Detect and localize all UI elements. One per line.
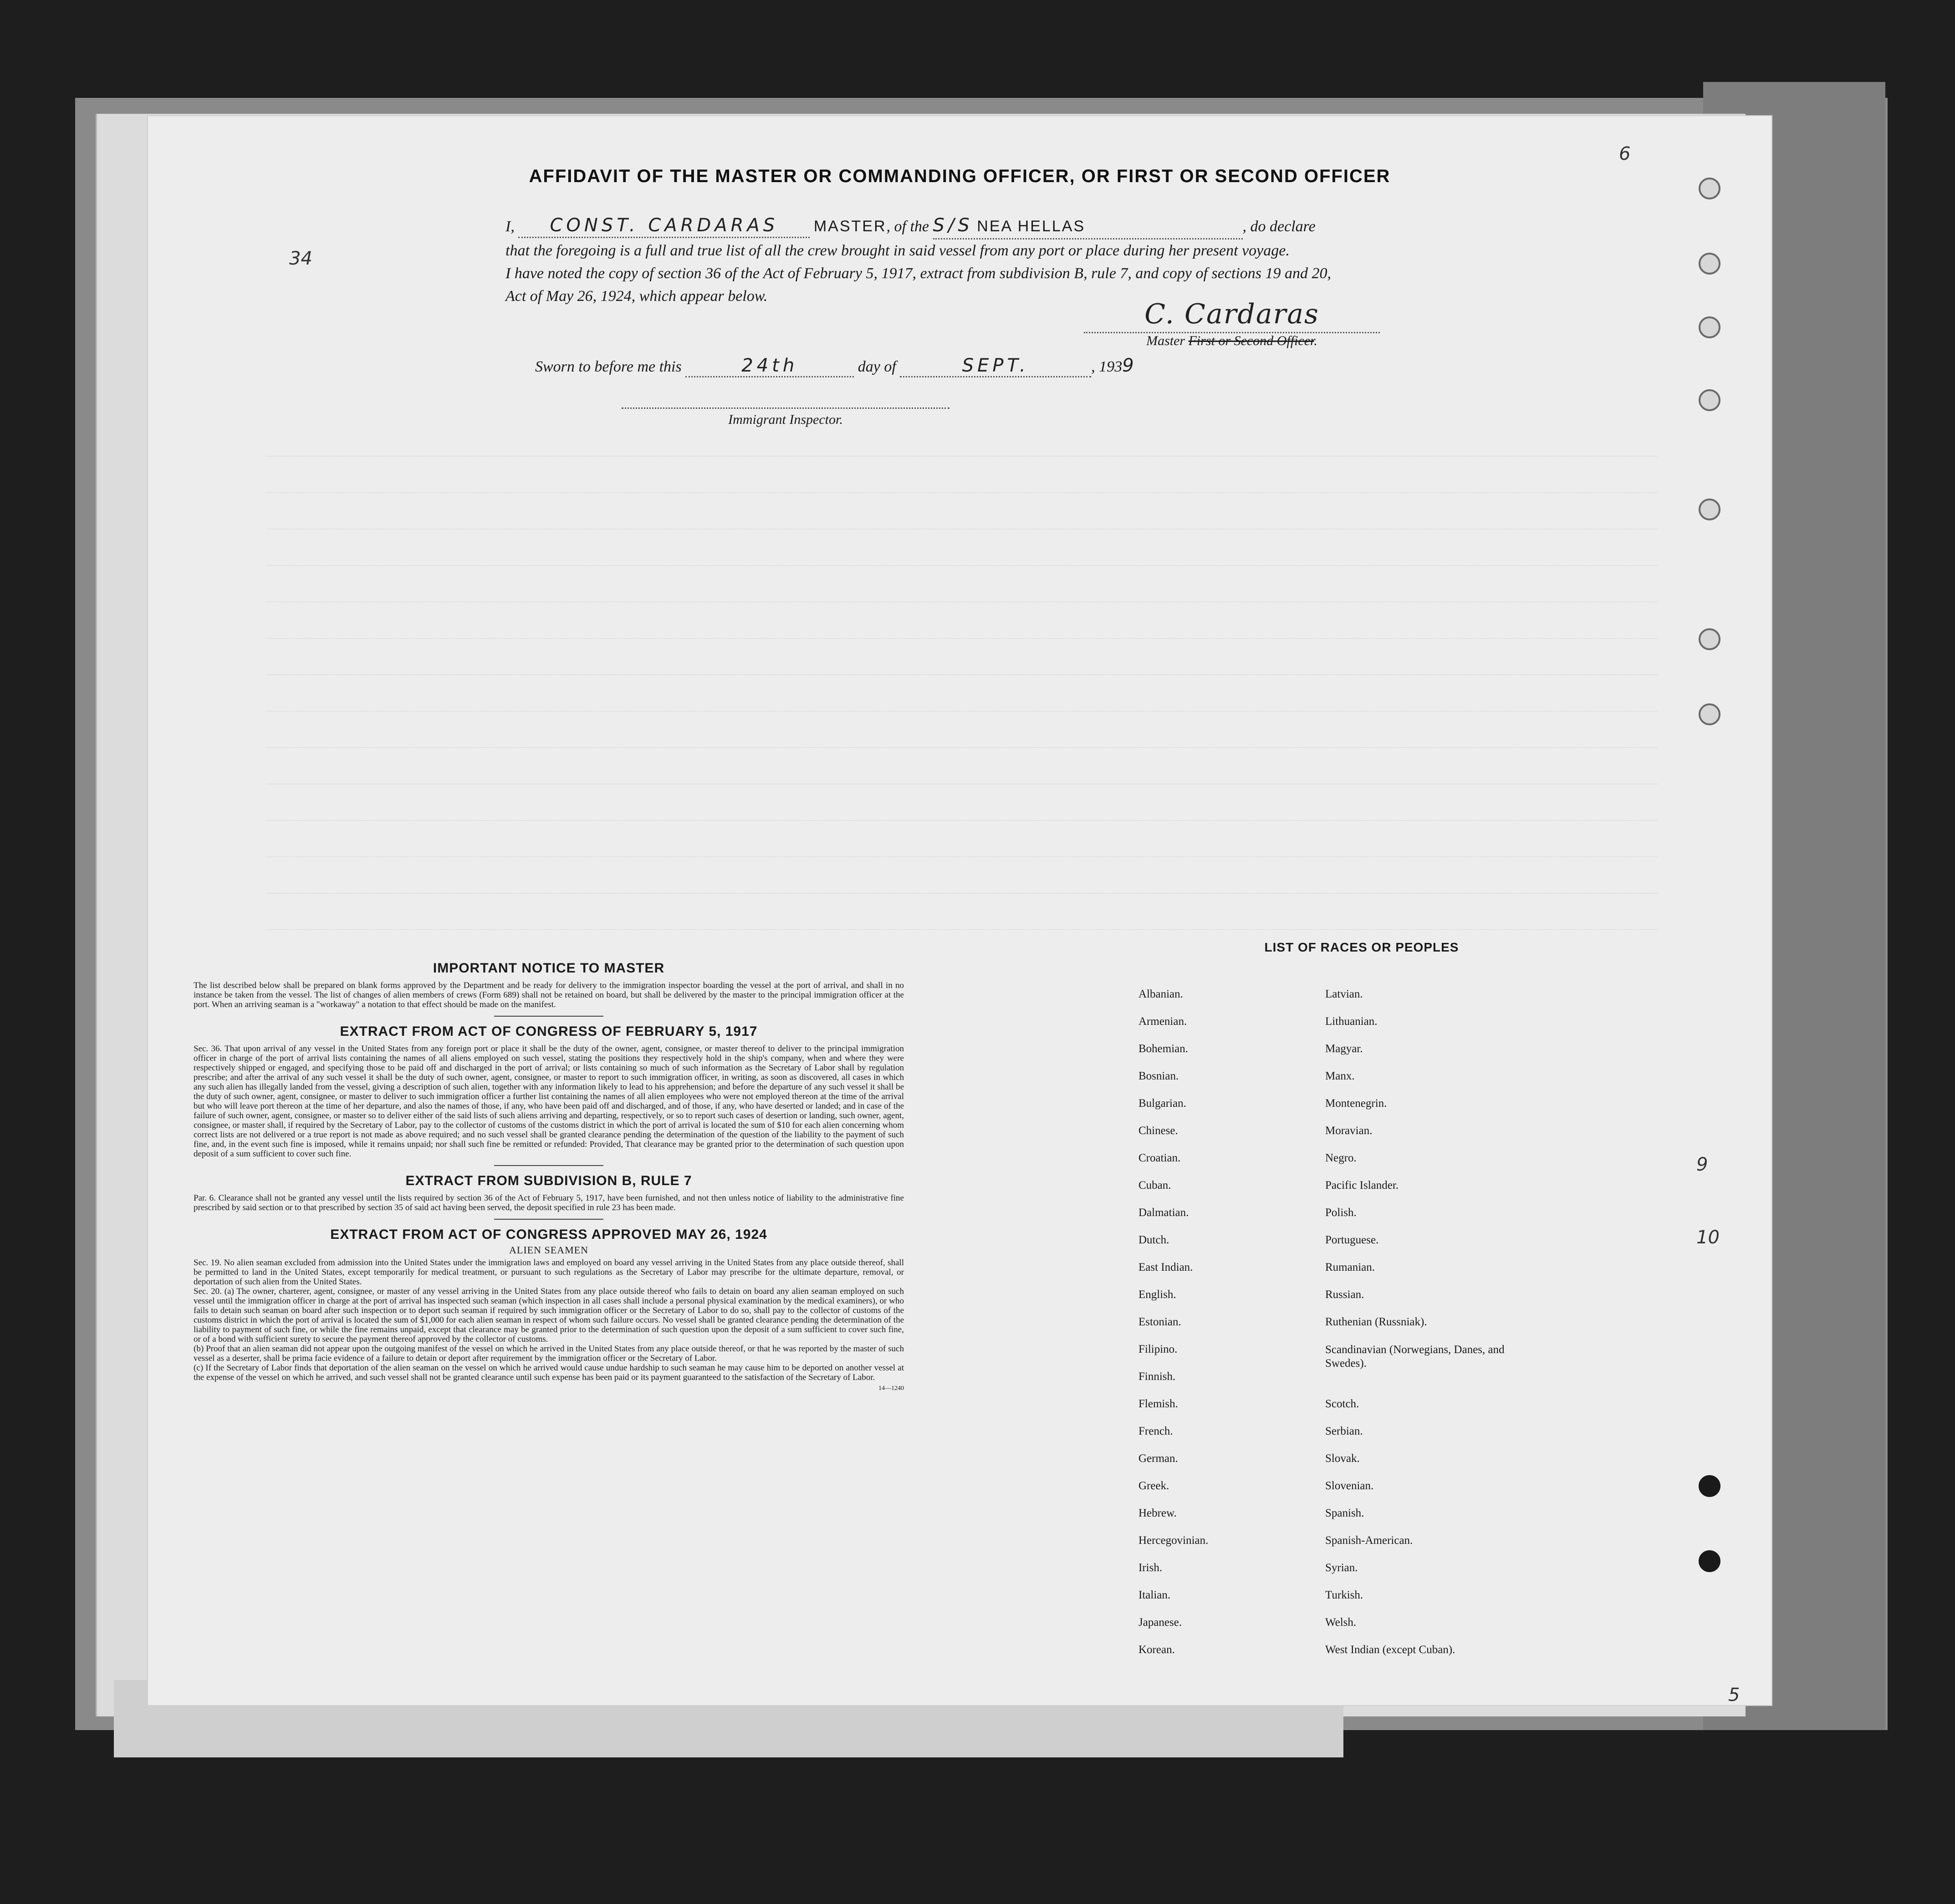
extract-1917-title: EXTRACT FROM ACT OF CONGRESS OF FEBRUARY 5, 1917: [340, 1024, 758, 1039]
race-item: Dutch.: [1138, 1234, 1169, 1246]
sig-label-struck: First or Second Officer: [1188, 333, 1314, 348]
race-item: Slovak.: [1325, 1452, 1360, 1465]
race-item: Italian.: [1138, 1589, 1171, 1601]
race-item: Hebrew.: [1138, 1507, 1177, 1519]
race-item: East Indian.: [1138, 1261, 1193, 1273]
race-item: Flemish.: [1138, 1398, 1178, 1410]
race-item: Portuguese.: [1325, 1234, 1379, 1246]
race-item: Korean.: [1138, 1644, 1175, 1656]
race-item: Latvian.: [1325, 988, 1363, 1000]
extract-rule7-text: Par. 6. Clearance shall not be granted any vessel until the lists required by section 36 of the Act of February 5, 1917, have been furnished, and not then unless notice of liability to the administrative fine prescribed by said section or to that prescribed by section 35 of said act having been served, the deposit specified in rule 23 has been made.: [194, 1193, 904, 1212]
race-item: Albanian.: [1138, 988, 1183, 1000]
vessel-prefix: S/S: [933, 215, 973, 236]
bleed-row: [266, 772, 1658, 784]
signature-label: [1084, 333, 1380, 349]
race-item: Polish.: [1325, 1207, 1357, 1219]
race-item: Filipino.: [1138, 1343, 1178, 1355]
master-label: MASTER: [813, 218, 887, 235]
race-item: Syrian.: [1325, 1562, 1358, 1574]
sec20c-text: (c) If the Secretary of Labor finds that deportation of the alien seaman on the vessel on which he arrived would cause undue hardship to such seaman he may cause him to be deported on another vessel at the expense of the vessel on which he arrived, and such vessel shall not be granted clearance until such expense has been paid or its payment guaranteed to the satisfaction of the Secretary of Labor.: [194, 1363, 904, 1382]
margin-mark-top-right: 6: [1619, 143, 1631, 164]
races-list-right: [1325, 988, 1535, 1671]
race-item: Dalmatian.: [1138, 1207, 1189, 1219]
year-digit: 9: [1122, 355, 1134, 376]
sworn-day-field: 24th: [685, 355, 854, 377]
section-divider: [494, 1219, 603, 1220]
race-item: Bosnian.: [1138, 1070, 1179, 1082]
race-item: Estonian.: [1138, 1316, 1181, 1328]
bleed-row: [266, 699, 1658, 712]
race-item: Manx.: [1325, 1070, 1355, 1082]
race-item: French.: [1138, 1425, 1173, 1437]
race-item: Rumanian.: [1325, 1261, 1375, 1273]
race-item: Spanish.: [1325, 1507, 1364, 1519]
bleed-row: [266, 735, 1658, 748]
punch-hole: [1699, 1475, 1720, 1497]
race-item: Hercegovinian.: [1138, 1534, 1209, 1547]
affidavit-body: [505, 214, 1530, 308]
sig-label-end: .: [1314, 333, 1317, 348]
race-item: Scotch.: [1325, 1398, 1359, 1410]
section-divider: [494, 1165, 603, 1166]
punch-hole: [1699, 1550, 1720, 1572]
bleed-row: [266, 553, 1658, 566]
margin-mark-top-left: 34: [289, 248, 312, 269]
sec19-text: Sec. 19. No alien seaman excluded from admission into the United States under the immigration laws and employed on board any vessel arriving in the United States from any place outside thereof, shall be permitted to land in the United States, except temporarily for medical treatment, or pursuant to such regulations as the Secretary of Labor may prescribe for the ultimate departure, removal, or deportation of such alien from the United States.: [194, 1258, 904, 1287]
races-title: LIST OF RACES OR PEOPLES: [1264, 940, 1459, 954]
bleed-row: [266, 881, 1658, 894]
margin-mark-bottom: 5: [1728, 1685, 1740, 1705]
affidavit-line-1: [505, 214, 1530, 239]
race-item: English.: [1138, 1288, 1176, 1301]
of-the-label: , of the: [886, 218, 929, 235]
sig-label-master: Master: [1146, 333, 1185, 348]
affidavit-line-3: I have noted the copy of section 36 of the Act of February 5, 1917, extract from subdivision B, rule 7, and copy of sections 19 and 20,: [505, 265, 1332, 282]
notice-text: The list described below shall be prepared on blank forms approved by the Department and be ready for delivery to the immigration inspector boarding the vessel at the port of arrival, and shall in no instance be taken from the vessel. The list of changes of alien members of crews (Form 689) shall not be retained on board, but shall be delivered by the master to the principal immigration officer at the port. When an arriving seaman is a "workaway" a notation to that effect should be made on the manifest.: [194, 981, 904, 1009]
bleed-row: [266, 917, 1658, 930]
form-number: 14—1240: [878, 1385, 904, 1392]
race-item: German.: [1138, 1452, 1178, 1465]
sworn-line: [535, 355, 1134, 377]
race-item: Lithuanian.: [1325, 1015, 1378, 1028]
race-item: Russian.: [1325, 1288, 1364, 1301]
bleed-row: [266, 808, 1658, 821]
extract-1924-title: EXTRACT FROM ACT OF CONGRESS APPROVED MAY 26, 1924: [330, 1227, 767, 1242]
race-item: Moravian.: [1325, 1125, 1373, 1137]
alien-seamen-subtitle: ALIEN SEAMEN: [509, 1244, 588, 1256]
punch-hole: [1699, 703, 1720, 725]
race-item: Turkish.: [1325, 1589, 1363, 1601]
affidavit-title: AFFIDAVIT OF THE MASTER OR COMMANDING OFFICER, OR FIRST OR SECOND OFFICER: [529, 166, 1391, 186]
race-item: Montenegrin.: [1325, 1097, 1387, 1110]
race-item: West Indian (except Cuban).: [1325, 1644, 1455, 1656]
sworn-month-field: SEPT.: [900, 355, 1091, 377]
affidavit-page: [148, 116, 1771, 1705]
race-item: Chinese.: [1138, 1125, 1178, 1137]
do-declare-label: , do declare: [1242, 218, 1316, 235]
affidavit-i: I,: [505, 218, 515, 235]
race-item: Spanish-American.: [1325, 1534, 1413, 1547]
day-of-label: day of: [858, 358, 896, 375]
race-item: Bulgarian.: [1138, 1097, 1186, 1110]
bleed-row: [266, 480, 1658, 493]
race-item: Greek.: [1138, 1480, 1169, 1492]
bleed-row: [266, 662, 1658, 675]
extract-rule7-title: EXTRACT FROM SUBDIVISION B, RULE 7: [405, 1173, 692, 1188]
sec20a-text: Sec. 20. (a) The owner, charterer, agent, consignee, or master of any vessel arriving in the United States from any place outside thereof who fails to detain on board any alien seaman employed on such vessel until the immigration officer in charge at the port of arrival has inspected such seaman (which inspection in all cases shall include a personal physical examination by the medical examiners), or who fails to detain such seaman on board after such inspection or to deport such seaman if required by such immigration officer or the Secretary of Labor to do so, shall pay to the collector of customs of the customs district in which the port of arrival is located the sum of $1,000 for each alien seaman in respect of whom such failure occurs. No vessel shall be granted clearance pending the determination of the liability to payment of such fine, or while the fine remains unpaid, except that clearance may be granted prior to the determination of such question upon the deposit of a sum sufficient to cover such fine, or of a bond with sufficient surety to secure the payment thereof approved by the collector of customs.: [194, 1287, 904, 1344]
vessel-name: NEA HELLAS: [977, 218, 1086, 235]
race-item: Japanese.: [1138, 1616, 1182, 1629]
bleed-row: [266, 626, 1658, 639]
punch-hole: [1699, 499, 1720, 520]
notice-title: IMPORTANT NOTICE TO MASTER: [433, 961, 665, 976]
affidavit-line-4: Act of May 26, 1924, which appear below.: [505, 288, 768, 305]
race-item: Croatian.: [1138, 1152, 1181, 1164]
race-item: Serbian.: [1325, 1425, 1363, 1437]
vessel-name-field: [933, 214, 1243, 239]
race-item: Irish.: [1138, 1562, 1163, 1574]
punch-hole: [1699, 316, 1720, 338]
races-list-left: [1138, 988, 1302, 1671]
race-item: Negro.: [1325, 1152, 1357, 1164]
inspector-label: Immigrant Inspector.: [728, 412, 843, 427]
affidavit-line-2: that the foregoing is a full and true list of all the crew brought in said vessel from any port or place during her present voyage.: [505, 242, 1290, 259]
notices-column: [194, 961, 904, 1392]
bleed-row: [266, 517, 1658, 529]
extract-1917-text: Sec. 36. That upon arrival of any vessel in the United States from any foreign port or place it shall be the duty of the owner, agent, consignee, or master thereof to deliver to the principal immigration officer in charge of the port of arrival lists containing the names of all aliens employed on such vessel, stating the positions they respectively hold in the ship's company, when and where they were respectively shipped or engaged, and specifying those to be paid off and discharged in the port of arrival; or lists containing so much of such information as the Secretary of Labor shall by regulation prescribe; and after the arrival of any such vessel it shall be the duty of such owner, agent, consignee, or master to report to such immigration officer, in writing, as soon as discovered, all cases in which any such alien has illegally landed from the vessel, giving a description of such alien, together with any information likely to lead to his apprehension; and before the departure of any such vessel it shall be the duty of such owner, agent, consignee, or master to deliver to such immigration officer a further list containing the names of all alien employees who were not employed thereon at the time of the arrival but who will leave port thereon at the time of her departure, and also the names of those, if any, who have been paid off and discharged, and of those, if any, who have deserted or landed; and in case of the failure of such owner, agent, consignee, or master so to deliver either of the said lists of such aliens arriving and departing, respectively, or so to report such cases of desertion or landing, such owner, agent, consignee, or master shall, if required by the Secretary of Labor, pay to the collector of customs of the customs district in which the port of arrival is located the sum of $10 for each alien concerning whom correct lists are not delivered or a true report is not made as above required; and no such vessel shall be granted clearance pending the determination of the question of the liability to the payment of such fine, and, in the event such fine is imposed, while it remains unpaid; nor shall such fine be remitted or refunded: Provided, That clearance may be granted prior to the determination of such question upon deposit of a sum sufficient to cover such fine.: [194, 1044, 904, 1159]
race-item: Welsh.: [1325, 1616, 1357, 1629]
race-item: Scandinavian (Norwegians, Danes, and Swedes).: [1325, 1344, 1505, 1369]
master-name-field: CONST. CARDARAS: [518, 214, 810, 238]
punch-hole: [1699, 389, 1720, 411]
bleed-row: [266, 845, 1658, 857]
sworn-text: Sworn to before me this: [535, 358, 682, 375]
race-item: Finnish.: [1138, 1370, 1176, 1383]
margin-mark-side-2: 10: [1696, 1227, 1720, 1248]
race-item: Pacific Islander.: [1325, 1179, 1399, 1191]
master-signature: C. Cardaras: [1084, 298, 1380, 333]
signature-block: [1084, 298, 1380, 349]
margin-mark-side-1: 9: [1696, 1154, 1708, 1175]
year-prefix: , 193: [1091, 358, 1123, 375]
inspector-signature-line: [622, 407, 949, 409]
race-item: Bohemian.: [1138, 1043, 1189, 1055]
sec20b-text: (b) Proof that an alien seaman did not appear upon the outgoing manifest of the vessel on which he arrived in the United States from any place outside thereof, or that he was reported by the master of such vessel as a deserter, shall be prima facie evidence of a failure to detain or deport after requirement by the immigration officer or the Secretary of Labor.: [194, 1344, 904, 1363]
section-divider: [494, 1016, 603, 1017]
race-item: Cuban.: [1138, 1179, 1171, 1191]
race-item: Magyar.: [1325, 1043, 1363, 1055]
punch-hole: [1699, 628, 1720, 650]
bleed-row: [266, 444, 1658, 457]
punch-hole: [1699, 253, 1720, 275]
bleed-row: [266, 590, 1658, 602]
race-item: Armenian.: [1138, 1015, 1187, 1028]
race-item: Slovenian.: [1325, 1480, 1374, 1492]
race-item: Ruthenian (Russniak).: [1325, 1316, 1427, 1328]
